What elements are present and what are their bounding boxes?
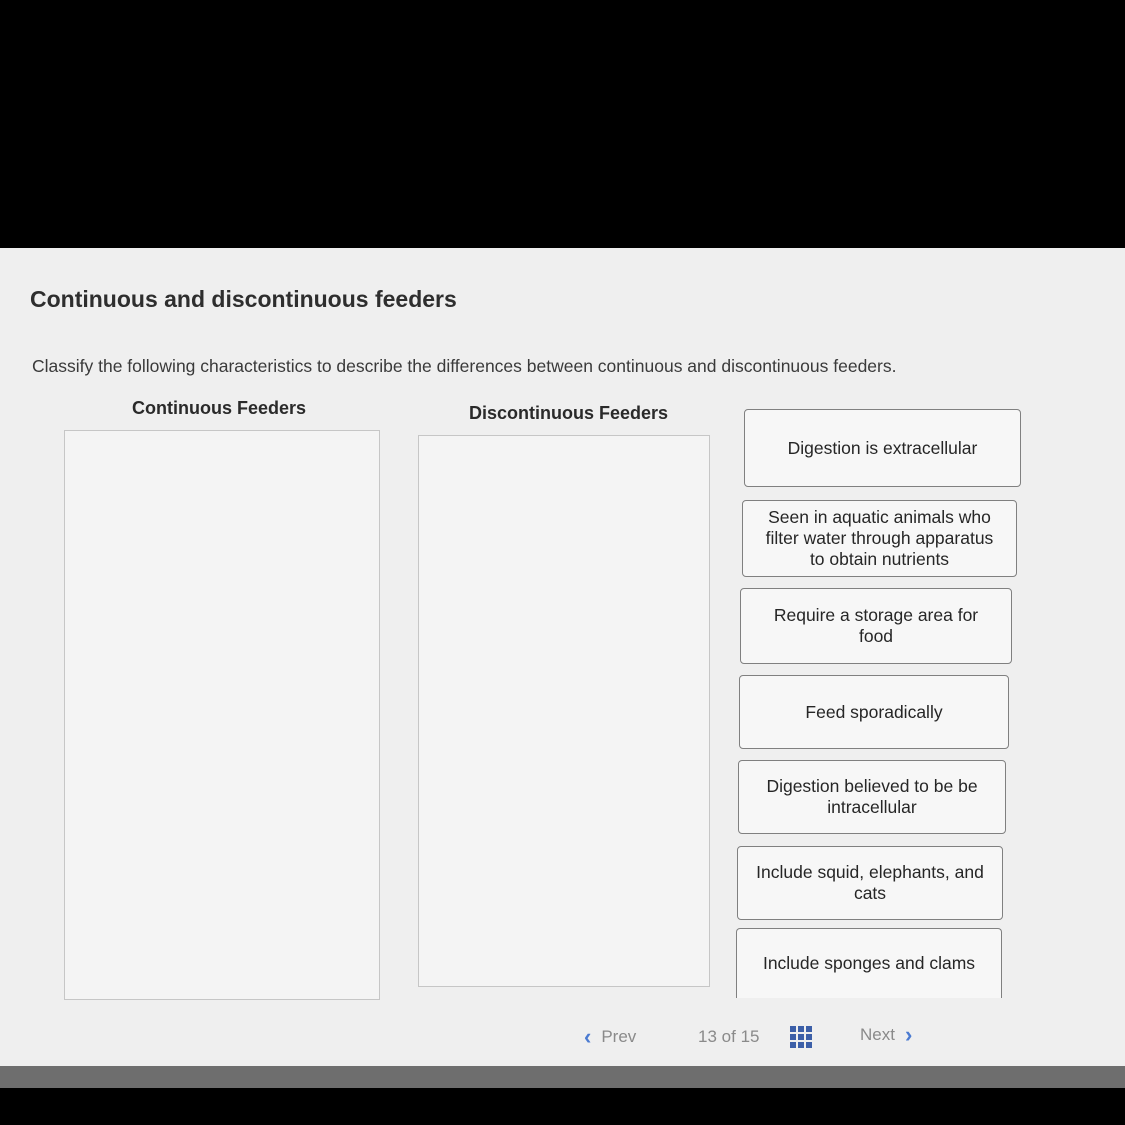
next-button[interactable] xyxy=(860,1022,912,1048)
draggable-card[interactable]: Feed sporadically xyxy=(739,675,1009,749)
assignment-screen xyxy=(0,248,1125,1088)
discontinuous-column-heading: Discontinuous Feeders xyxy=(469,403,669,423)
continuous-column-heading: Continuous Feeders xyxy=(132,398,307,418)
prev-button[interactable] xyxy=(584,1024,636,1050)
chevron-right-icon: › xyxy=(904,1022,913,1047)
draggable-card[interactable]: Require a storage area for food xyxy=(740,588,1012,664)
discontinuous-drop-zone[interactable] xyxy=(418,435,710,987)
screen-bezel-edge xyxy=(0,1066,1125,1088)
draggable-card[interactable]: Digestion believed to be be intracellular xyxy=(738,760,1006,834)
of-label: of xyxy=(721,1027,736,1046)
draggable-card[interactable]: Include sponges and clams xyxy=(736,928,1002,998)
draggable-card[interactable]: Include squid, elephants, and cats xyxy=(737,846,1003,920)
chevron-left-icon: ‹ xyxy=(584,1024,592,1049)
page-title: Continuous and discontinuous feeders xyxy=(30,286,457,312)
total-pages: 15 xyxy=(740,1027,760,1046)
grid-icon[interactable] xyxy=(790,1026,812,1048)
draggable-card[interactable]: Seen in aquatic animals who filter water through apparatus to obtain nutrients xyxy=(742,500,1017,577)
current-page: 13 xyxy=(698,1027,717,1046)
instructions-text: Classify the following characteristics to describe the differences between continuous and discontinuous feeders. xyxy=(32,356,897,376)
next-label: Next xyxy=(860,1025,895,1044)
prev-label: Prev xyxy=(601,1027,637,1046)
draggable-card[interactable]: Digestion is extracellular xyxy=(744,409,1021,487)
page-indicator xyxy=(698,1027,760,1047)
continuous-drop-zone[interactable] xyxy=(64,430,380,1000)
